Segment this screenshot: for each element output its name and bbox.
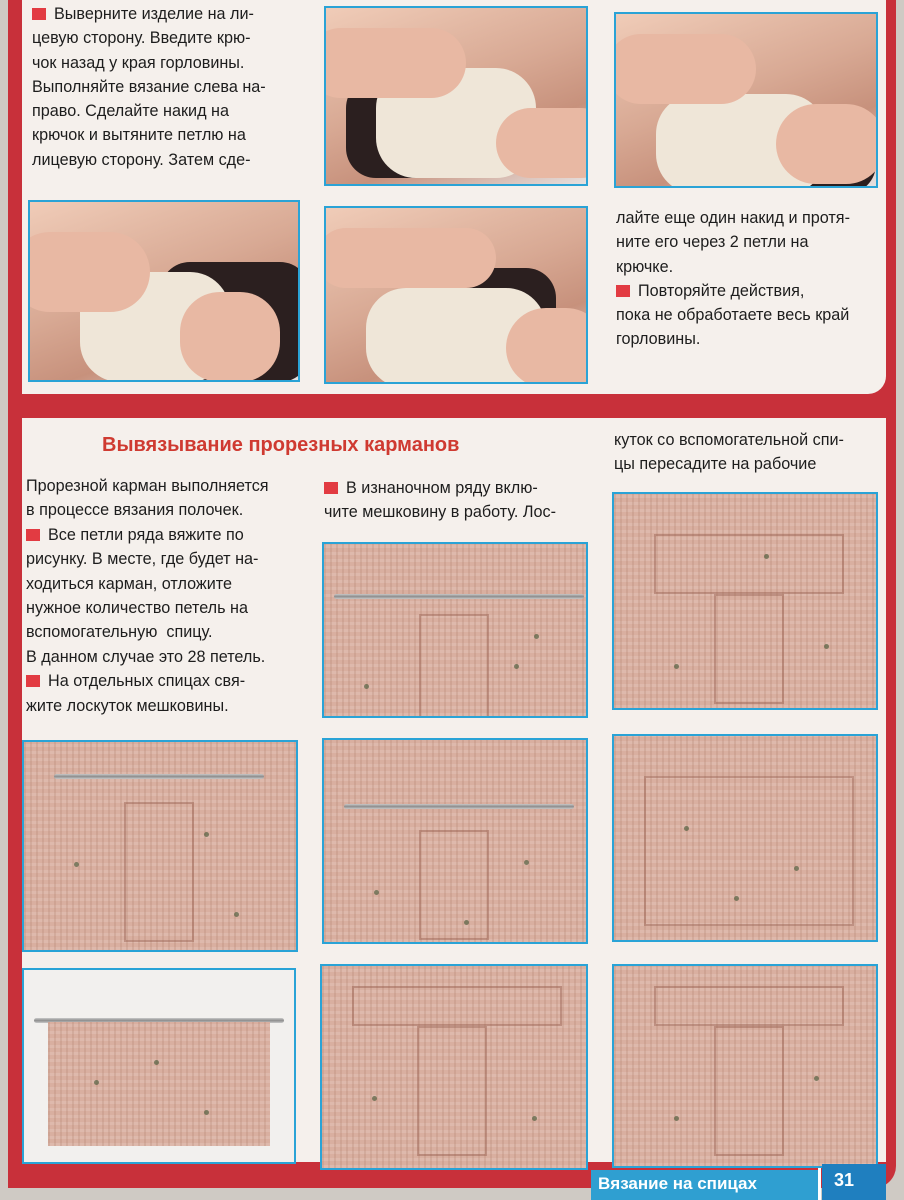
step-right-line: горловины. [616, 330, 701, 349]
step-right-text [616, 206, 850, 352]
step-right-line: Повторяйте действия, [638, 281, 805, 300]
continued-line: куток со вспомогательной спи- [614, 431, 844, 449]
bullet-marker [26, 529, 40, 541]
step-left-line: чок назад у края горловины. [32, 53, 245, 72]
step-left-line: Выверните изделие на ли- [54, 5, 254, 23]
continued-text [614, 428, 844, 477]
step-right-line: пока не обработаете весь край [616, 306, 850, 325]
bullet3-line: чите мешковину в работу. Лос- [324, 503, 556, 522]
bullet-marker [616, 285, 630, 297]
footer-title: Вязание на спицах [598, 1174, 757, 1193]
bullet3-line: В изнаночном ряду вклю- [346, 479, 538, 497]
note-line: В данном случае это 28 петель. [26, 647, 266, 666]
bullet2-line: жите лоскуток мешковины. [26, 696, 229, 715]
bullet2-line: На отдельных спицах свя- [48, 672, 246, 691]
step-left-line: цевую сторону. Введите крю- [32, 29, 251, 48]
step-right-line: крючке. [616, 257, 674, 276]
photo-crochet-step-1 [324, 6, 588, 186]
bullet-marker [32, 8, 46, 20]
step-left-line: Выполняйте вязание слева на- [32, 77, 266, 96]
step-left-line: право. Сделайте накид на [32, 102, 229, 121]
photo-pocket-step-2 [322, 542, 588, 718]
photo-pocket-lining [22, 968, 296, 1164]
bullet1-line: ходиться карман, отложите [26, 574, 233, 593]
footer-divider [818, 1168, 821, 1200]
step-left-line: крючок и вытяните петлю на [32, 126, 246, 145]
bullet1-line: вспомогательную спицу. [26, 623, 213, 642]
intro-line: Прорезной карман выполняется [26, 477, 269, 495]
photo-crochet-step-2 [614, 12, 878, 188]
page-number: 31 [834, 1170, 855, 1190]
bullet3-text [324, 476, 556, 525]
section-heading: Вывязывание прорезных карманов [102, 434, 460, 456]
bullet1-line: нужное количество петель на [26, 599, 248, 618]
intro-text [26, 474, 269, 718]
continued-line: цы пересадите на рабочие [614, 455, 817, 474]
bullet1-line: рисунку. В месте, где будет на- [26, 550, 259, 569]
bullet-marker [26, 675, 40, 687]
photo-pocket-finished [612, 964, 878, 1168]
photo-pocket-step-5 [612, 734, 878, 942]
step-left-text [32, 2, 266, 172]
bullet-marker [324, 482, 338, 494]
bullet1-line: Все петли ряда вяжите по [48, 525, 244, 544]
photo-pocket-step-6 [320, 964, 588, 1170]
photo-crochet-step-4 [324, 206, 588, 384]
photo-pocket-step-3 [612, 492, 878, 710]
step-left-line: лицевую сторону. Затем сде- [32, 150, 251, 169]
photo-crochet-step-3 [28, 200, 300, 382]
step-right-line: лайте еще один накид и протя- [616, 209, 850, 227]
photo-pocket-step-4 [322, 738, 588, 944]
step-right-line: ните его через 2 петли на [616, 233, 809, 252]
intro-line: в процессе вязания полочек. [26, 501, 244, 520]
photo-pocket-step-1 [22, 740, 298, 952]
